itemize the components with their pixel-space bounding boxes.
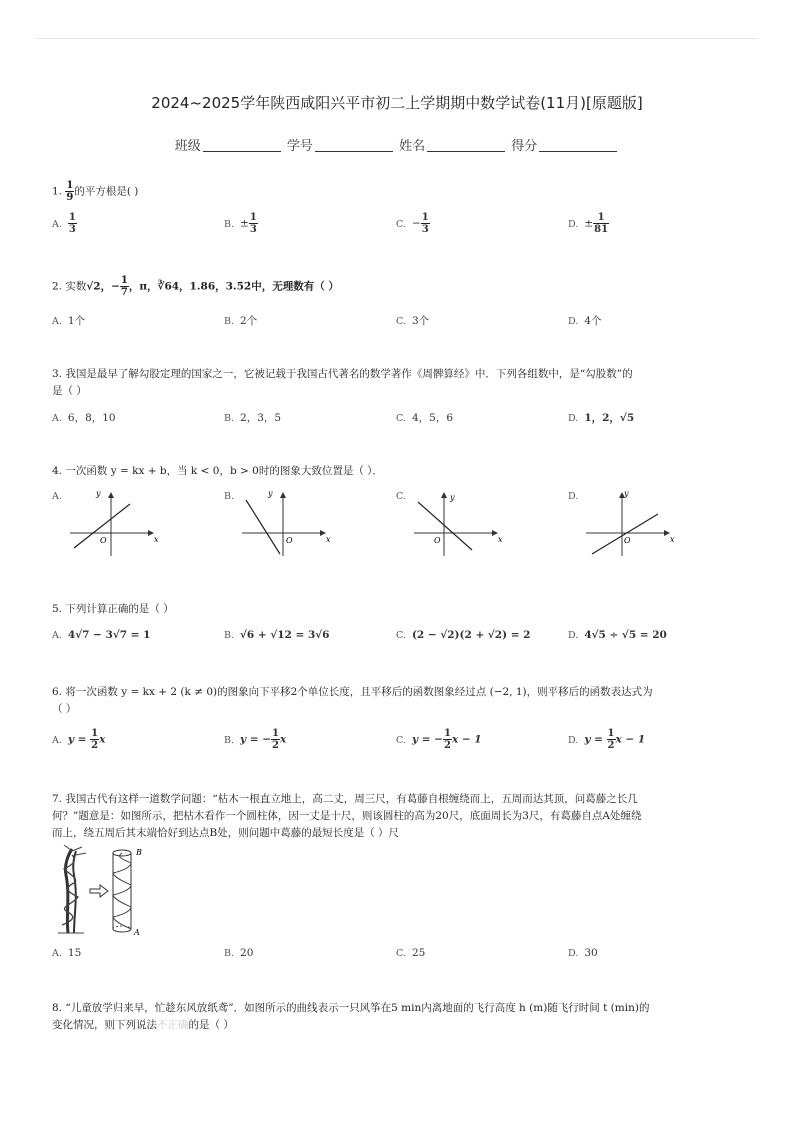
svg-text:O: O [624, 536, 631, 545]
fraction: $\frac{1}{9}$ [66, 180, 74, 203]
q1-option-d[interactable]: D. ± $\frac{1}{81}$ [568, 212, 609, 235]
svg-text:x: x [670, 535, 675, 544]
question-4: 4. 一次函数 y = kx + b，当 k < 0，b > 0时的图象大致位置是（ ）． [52, 465, 383, 477]
graph-c [410, 490, 520, 560]
question-number: 2. [52, 280, 63, 293]
q4-option-b[interactable]: B. y x O [224, 490, 240, 502]
q7-option-d[interactable]: D. 30 [568, 947, 598, 959]
question-3: 3. 我国是最早了解勾股定理的国家之一，它被记载于我国古代著名的数学著作《周髀算经》中．下列各组数中，是“勾股数”的 是（ ） [52, 368, 633, 397]
student-info-line [0, 135, 794, 154]
tree-vine-figure [52, 845, 152, 937]
q5-option-a[interactable]: A. 4√7 − 3√7 = 1 [52, 629, 151, 641]
question-8: 8. “儿童放学归来早，忙趁东风放纸鸢”．如图所示的曲线表示一只风筝在5 min内离地面的飞行高度 h (m)随飞行时间 t (min)的 变化情况，则下列说法不正确的是（ ） [52, 1002, 650, 1031]
question-number: 3. [52, 368, 63, 380]
q1-option-b[interactable]: B. ± $\frac{1}{3}$ [224, 212, 257, 235]
svg-text:y: y [96, 490, 101, 498]
svg-text:O: O [100, 536, 107, 545]
q6-option-b[interactable]: B. y = − $\frac{1}{2}$ x [224, 728, 287, 751]
top-rule [36, 38, 758, 39]
question-number: 5. [52, 603, 63, 615]
q2-option-b[interactable]: B. 2个 [224, 315, 258, 327]
q7-option-c[interactable]: C. 25 [396, 947, 426, 959]
q2-option-a[interactable]: A. 1个 [52, 315, 86, 327]
graph-a [66, 490, 176, 560]
svg-text:x: x [498, 535, 503, 544]
question-text: 的平方根是( ) [74, 185, 139, 198]
question-5: 5. 下列计算正确的是（ ） [52, 603, 174, 615]
svg-text:B: B [136, 848, 142, 857]
question-6: 6. 将一次函数 y = kx + 2 (k ≠ 0)的图象向下平移2个单位长度，且平移后的函数图象经过点 (−2, 1)，则平移后的函数表达式为 （ ） [52, 686, 653, 715]
svg-text:x: x [326, 535, 331, 544]
q2-option-d[interactable]: D. 4个 [568, 315, 602, 327]
svg-text:A: A [134, 928, 140, 937]
name-label: 姓名 [399, 139, 426, 154]
q5-option-c[interactable]: C. (2 − √2)(2 + √2) = 2 [396, 629, 531, 641]
page-title: 2024~2025学年陕西咸阳兴平市初二上学期期中数学试卷(11月)[原题版] [151, 94, 643, 112]
score-label: 得分 [511, 139, 538, 154]
question-number: 6. [52, 686, 63, 698]
svg-text:y: y [268, 490, 273, 498]
question-1 [52, 180, 138, 203]
graph-b [238, 490, 348, 560]
class-blank[interactable] [203, 138, 281, 152]
q1-option-c[interactable]: C. − $\frac{1}{3}$ [396, 212, 429, 235]
question-7: 7. 我国古代有这样一道数学问题：“枯木一根直立地上，高二丈，周三尺，有葛藤自根缠绕而上，五周而达其顶，问葛藤之长几 何？”题意是：如图所示，把枯木看作一个圆柱体，因一丈是十尺，则该圆柱的高为20尺，底面周长为3尺，有葛藤自点A处缠绕 而上，绕五周后其末端恰好到达点B处，则问题中葛藤的最短长度是（ ）尺 [52, 793, 642, 839]
q6-option-c[interactable]: C. y = − $\frac{1}{2}$ x − 1 [396, 728, 482, 751]
svg-text:O: O [286, 536, 293, 545]
q3-option-a[interactable]: A. 6，8，10 [52, 412, 116, 424]
q3-option-b[interactable]: B. 2，3，5 [224, 412, 282, 424]
question-number: 8. [52, 1002, 63, 1014]
graph-d [582, 490, 692, 560]
q5-option-d[interactable]: D. 4√5 ÷ √5 = 20 [568, 629, 667, 641]
q4-option-d[interactable]: D. y x O [568, 490, 584, 502]
q5-option-b[interactable]: B. √6 + √12 = 3√6 [224, 629, 330, 641]
q6-option-d[interactable]: D. y = $\frac{1}{2}$ x − 1 [568, 728, 646, 751]
id-blank[interactable] [315, 138, 393, 152]
question-number: 1. [52, 185, 63, 198]
question-number: 7. [52, 793, 63, 805]
q3-option-c[interactable]: C. 4，5，6 [396, 412, 453, 424]
question-number: 4. [52, 465, 63, 477]
q7-option-b[interactable]: B. 20 [224, 947, 254, 959]
q6-option-a[interactable]: A. y = $\frac{1}{2}$ x [52, 728, 106, 751]
svg-text:y: y [624, 490, 629, 498]
q3-option-d[interactable]: D. 1，2，√5 [568, 412, 635, 424]
svg-text:O: O [434, 536, 441, 545]
q4-option-c[interactable]: C. y x O [396, 490, 412, 502]
q2-option-c[interactable]: C. 3个 [396, 315, 430, 327]
svg-text:x: x [154, 535, 159, 544]
id-label: 学号 [286, 139, 313, 154]
score-blank[interactable] [539, 138, 617, 152]
class-label: 班级 [174, 139, 201, 154]
q7-option-a[interactable]: A. 15 [52, 947, 82, 959]
svg-text:y: y [450, 493, 455, 502]
q4-option-a[interactable]: A. y x O [52, 490, 68, 502]
question-2: 2. 实数√2，− $\frac{1}{7}$ ，π，∛64，1.86，3.5̇2̇中，无理数有（ ） [52, 275, 339, 298]
name-blank[interactable] [427, 138, 505, 152]
q1-option-a[interactable]: A. $\frac{1}{3}$ [52, 212, 76, 235]
